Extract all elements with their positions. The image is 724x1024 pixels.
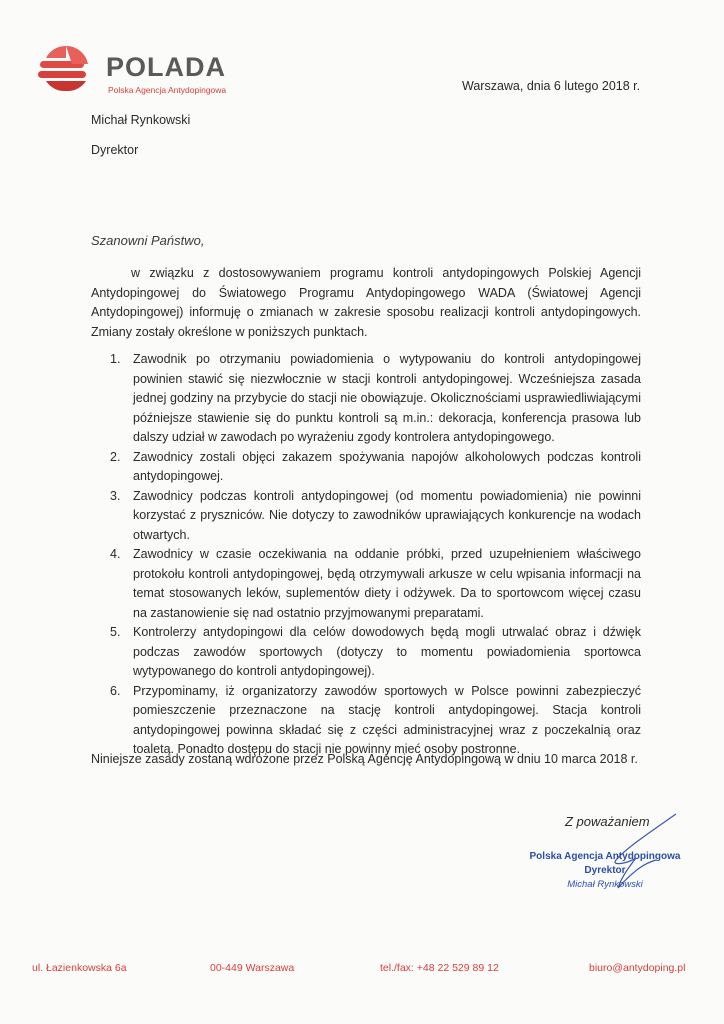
list-item-number: 4. <box>110 547 121 561</box>
list-item-text: Zawodnicy zostali objęci zakazem spożywania napojów alkoholowych podczas kontroli antydopingowej. <box>133 449 641 483</box>
footer-postal: 00-449 Warszawa <box>210 962 295 974</box>
recipient-name: Michał Rynkowski <box>91 113 191 127</box>
list-item-text: Kontrolerzy antydopingowi dla celów dowodowych będą mogli utrwalać obraz i dźwięk podczas zawodów sportowych (dotyczy to momentu powiadomienia sportowca wytypowanego do kontroli antydopingowej). <box>133 625 641 678</box>
points-list <box>110 350 641 760</box>
footer-email[interactable]: biuro@antydoping.pl <box>589 962 686 974</box>
list-item-number: 3. <box>110 488 121 503</box>
stamp-agency: Polska Agencja Antydopingowa <box>529 851 681 862</box>
list-item-number: 2. <box>110 449 121 464</box>
list-item <box>110 545 641 623</box>
closing-paragraph: Niniejsze zasady zostaną wdrożone przez Polską Agencję Antydopingową w dniu 10 marca 2018 r. <box>91 752 638 766</box>
list-item-number: 6. <box>110 683 121 698</box>
list-item <box>110 350 641 448</box>
stamp-title: Dyrektor <box>584 865 626 876</box>
list-item <box>110 448 641 487</box>
list-item-text: Przypominamy, iż organizatorzy zawodów sportowych w Polsce powinni zabezpieczyć pomieszczenie przeznaczone na stację kontroli antydopingowej. Stacja kontroli antydopingowej powinna składać się z części administracyjnej wraz z poczekalnią oraz toaletą. Ponadto dostępu do stacji nie powinny mieć osoby postronne. <box>133 683 641 756</box>
signature-icon <box>566 808 686 898</box>
list-item-text: Zawodnik po otrzymaniu powiadomienia o wytypowaniu do kontroli antydopingowej powinien stawić się niezwłocznie w stacji kontroli antydopingowej. Wcześniejsza zasada jednej godziny na przybycie do stacji nie obowiązuje. Okolicznościami usprawiedliwiającymi późniejsze stawienie się do punktu kontroli są m.in.: dekoracja, konferencja prasowa lub dalszy udział w zawodach po wyrażeniu zgody kontrolera antydopingowego. <box>133 352 641 444</box>
list-item-number: 1. <box>110 352 121 366</box>
list-item <box>110 623 641 682</box>
footer-phone: tel./fax: +48 22 529 89 12 <box>380 962 499 974</box>
recipient-title: Dyrektor <box>91 143 139 157</box>
list-item-text: Zawodnicy podczas kontroli antydopingowej (od momentu powiadomienia) nie powinni korzystać z pryszniców. Nie dotyczy to zawodników uprawiających konkurencje na wodach otwartych. <box>133 488 641 542</box>
list-item-number: 5. <box>110 625 121 639</box>
intro-text: w związku z dostosowywaniem programu kontroli antydopingowych Polskiej Agencji Antydopingowej do Światowego Programu Antydopingowego WADA (Światowej Agencji Antydopingowej) informuję o zmianach w zakresie sposobu realizacji kontroli antydopingowych. Zmiany zostały określone w poniższych punktach. <box>91 266 641 339</box>
stamp-name: Michał Rynkowski <box>567 879 643 890</box>
list-item <box>110 682 641 760</box>
brand-subtitle: Polska Agencja Antydopingowa <box>108 85 227 95</box>
brand-name: POLADA <box>106 52 226 82</box>
list-item <box>110 487 641 546</box>
regards: Z poważaniem <box>565 814 650 829</box>
footer-address: ul. Łazienkowska 6a <box>32 962 127 974</box>
salutation: Szanowni Państwo, <box>91 233 205 248</box>
list-item-text: Zawodnicy w czasie oczekiwania na oddanie próbki, przed uzupełnieniem właściwego protokołu kontroli antydopingowej, będą otrzymywali arkusze w celu wpisania informacji na temat stosowanych leków, suplementów diety i odżywek. Da to sportowcom więcej czasu na zastanowienie się nad ostatnio przyjmowanymi preparatami. <box>133 547 641 620</box>
polada-logo-icon <box>36 44 96 92</box>
intro-paragraph <box>91 264 641 342</box>
letter-date: Warszawa, dnia 6 lutego 2018 r. <box>462 79 641 93</box>
